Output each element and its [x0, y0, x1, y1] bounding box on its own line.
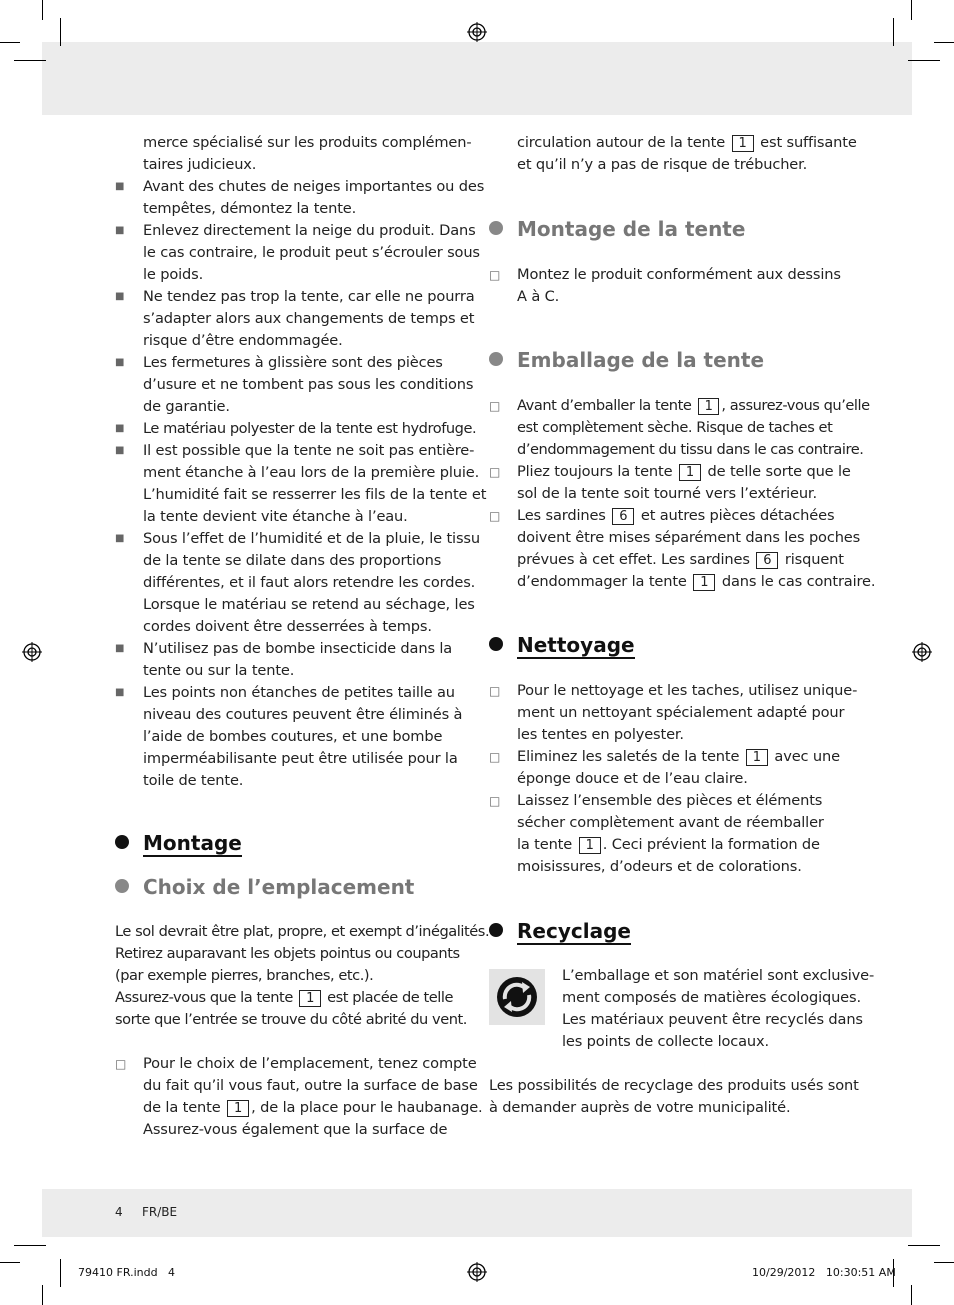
part-ref-6: 6	[756, 552, 778, 569]
list-item: ■ Les fermetures à glissière sont des pièces d’usure et ne tombent pas sous les conditions de garantie.	[115, 354, 474, 415]
language-code: FR/BE	[142, 1205, 178, 1219]
header-band	[42, 42, 912, 115]
part-ref-1: 1	[579, 837, 601, 854]
list-item: ■ Le matériau polyester de la tente est hydrofuge.	[115, 418, 476, 440]
part-ref-1: 1	[299, 990, 321, 1007]
registration-mark-icon	[467, 1262, 487, 1282]
part-ref-1: 1	[698, 398, 720, 415]
hollow-square-icon: □	[489, 684, 501, 698]
list-item: ■ Sous l’effet de l’humidité et de la pluie, le tissu de la tente se dilate dans des proportions différentes, et il faut alors retendre les cordes. Lorsque le matériau se retend au séchage, les cordes doivent être desserrées à temps.	[115, 530, 480, 635]
filled-square-icon: ■	[115, 181, 125, 192]
recycle-icon	[489, 969, 545, 1025]
continued-text: circulation autour de la tente 1 est suffisante et qu’il n’y a pas de risque de trébucher.	[517, 134, 857, 173]
part-ref-6: 6	[612, 508, 634, 525]
hollow-square-icon: □	[115, 1057, 127, 1071]
filled-square-icon: ■	[115, 533, 125, 544]
hollow-square-icon: □	[489, 268, 501, 282]
heading-emballage: Emballage de la tente	[489, 347, 764, 373]
part-ref-1: 1	[679, 464, 701, 481]
filled-square-icon: ■	[115, 225, 125, 236]
date-slug: 10/29/2012 10:30:51 AM	[752, 1266, 896, 1279]
filled-square-icon: ■	[115, 643, 125, 654]
registration-mark-icon	[912, 642, 932, 662]
heading-nettoyage: Nettoyage	[489, 632, 635, 658]
part-ref-1: 1	[693, 574, 715, 591]
bullet-dot-icon	[115, 879, 129, 893]
filled-square-icon: ■	[115, 423, 125, 434]
list-item: □ Avant d’emballer la tente 1 , assurez-vous qu’elle est complètement sèche. Risque de taches et d’endommagement du tissu dans le cas contraire.	[489, 397, 870, 458]
list-item: □ Laissez l’ensemble des pièces et éléments sécher complètement avant de réemballer la tente 1 . Ceci prévient la formation de moisissures, d’odeurs et de colorations.	[489, 792, 824, 875]
bullet-dot-icon	[489, 221, 503, 235]
continued-text: merce spécialisé sur les produits complémen- taires judicieux.	[143, 134, 472, 173]
filled-square-icon: ■	[115, 357, 125, 368]
list-item: □ Montez le produit conformément aux dessins A à C.	[489, 266, 841, 305]
heading-choix-emplacement: Choix de l’emplacement	[115, 874, 414, 900]
page-number: 4	[115, 1205, 123, 1219]
heading-montage-tente: Montage de la tente	[489, 216, 745, 242]
file-slug: 79410 FR.indd 4	[78, 1266, 176, 1279]
hollow-square-icon: □	[489, 465, 501, 479]
list-item: ■ Les points non étanches de petites taille au niveau des coutures peuvent être éliminés à l’aide de bombes coutures, et une bombe imperméabilisante peut être utilisée pour la toile de tente.	[115, 684, 463, 789]
hollow-square-icon: □	[489, 509, 501, 523]
filled-square-icon: ■	[115, 445, 125, 456]
registration-mark-icon	[22, 642, 42, 662]
bullet-dot-icon	[489, 352, 503, 366]
bullet-dot-icon	[489, 637, 503, 651]
list-item: ■ N’utilisez pas de bombe insecticide dans la tente ou sur la tente.	[115, 640, 453, 679]
choix-paragraph: Le sol devrait être plat, propre, et exempt d’inégalités. Retirez auparavant les objets pointus ou coupants (par exemple pierres, branches, etc.). Assurez-vous que la tente 1 est placée de telle sorte que l’entrée se trouve du côté abrité du vent.	[115, 923, 490, 1028]
list-item: □ Pour le choix de l’emplacement, tenez compte du fait qu’il vous faut, outre la surface de base de la tente 1 , de la place pour le haubanage. Assurez-vous également que la surface de	[115, 1055, 483, 1138]
recycling-text: L’emballage et son matériel sont exclusive- ment composés de matières écologiques. Les matériaux peuvent être recyclés dans les points de collecte locaux.	[562, 967, 875, 1050]
hollow-square-icon: □	[489, 399, 501, 413]
list-item: □ Pliez toujours la tente 1 de telle sorte que le sol de la tente soit tourné vers l’extérieur.	[489, 463, 851, 502]
heading-montage: Montage	[115, 830, 242, 856]
part-ref-1: 1	[746, 749, 768, 766]
hollow-square-icon: □	[489, 750, 501, 764]
filled-square-icon: ■	[115, 687, 125, 698]
list-item: ■ Enlevez directement la neige du produit. Dans le cas contraire, le produit peut s’écrouler sous le poids.	[115, 222, 480, 283]
list-item: ■ Ne tendez pas trop la tente, car elle ne pourra s’adapter alors aux changements de temps et risque d’être endommagée.	[115, 288, 475, 349]
list-item: □ Eliminez les saletés de la tente 1 avec une éponge douce et de l’eau claire.	[489, 748, 840, 787]
filled-square-icon: ■	[115, 291, 125, 302]
bullet-dot-icon	[489, 923, 503, 937]
recycling-paragraph: Les possibilités de recyclage des produits usés sont à demander auprès de votre municipalité.	[489, 1077, 859, 1116]
part-ref-1: 1	[732, 135, 754, 152]
heading-recyclage: Recyclage	[489, 918, 631, 944]
registration-mark-icon	[467, 22, 487, 42]
list-item: ■ Avant des chutes de neiges importantes ou des tempêtes, démontez la tente.	[115, 178, 485, 217]
bullet-dot-icon	[115, 835, 129, 849]
part-ref-1: 1	[227, 1100, 249, 1117]
hollow-square-icon: □	[489, 794, 501, 808]
list-item: □ Pour le nettoyage et les taches, utilisez unique- ment un nettoyant spécialement adapté pour les tentes en polyester.	[489, 682, 858, 743]
list-item: □ Les sardines 6 et autres pièces détachées doivent être mises séparément dans les poches prévues à cet effet. Les sardines 6 risquent d’endommager la tente 1 dans le cas contraire.	[489, 507, 876, 590]
list-item: ■ Il est possible que la tente ne soit pas entière- ment étanche à l’eau lors de la première pluie. L’humidité fait se resserrer les fils de la tente et la tente devient vite étanche à l’eau.	[115, 442, 487, 525]
